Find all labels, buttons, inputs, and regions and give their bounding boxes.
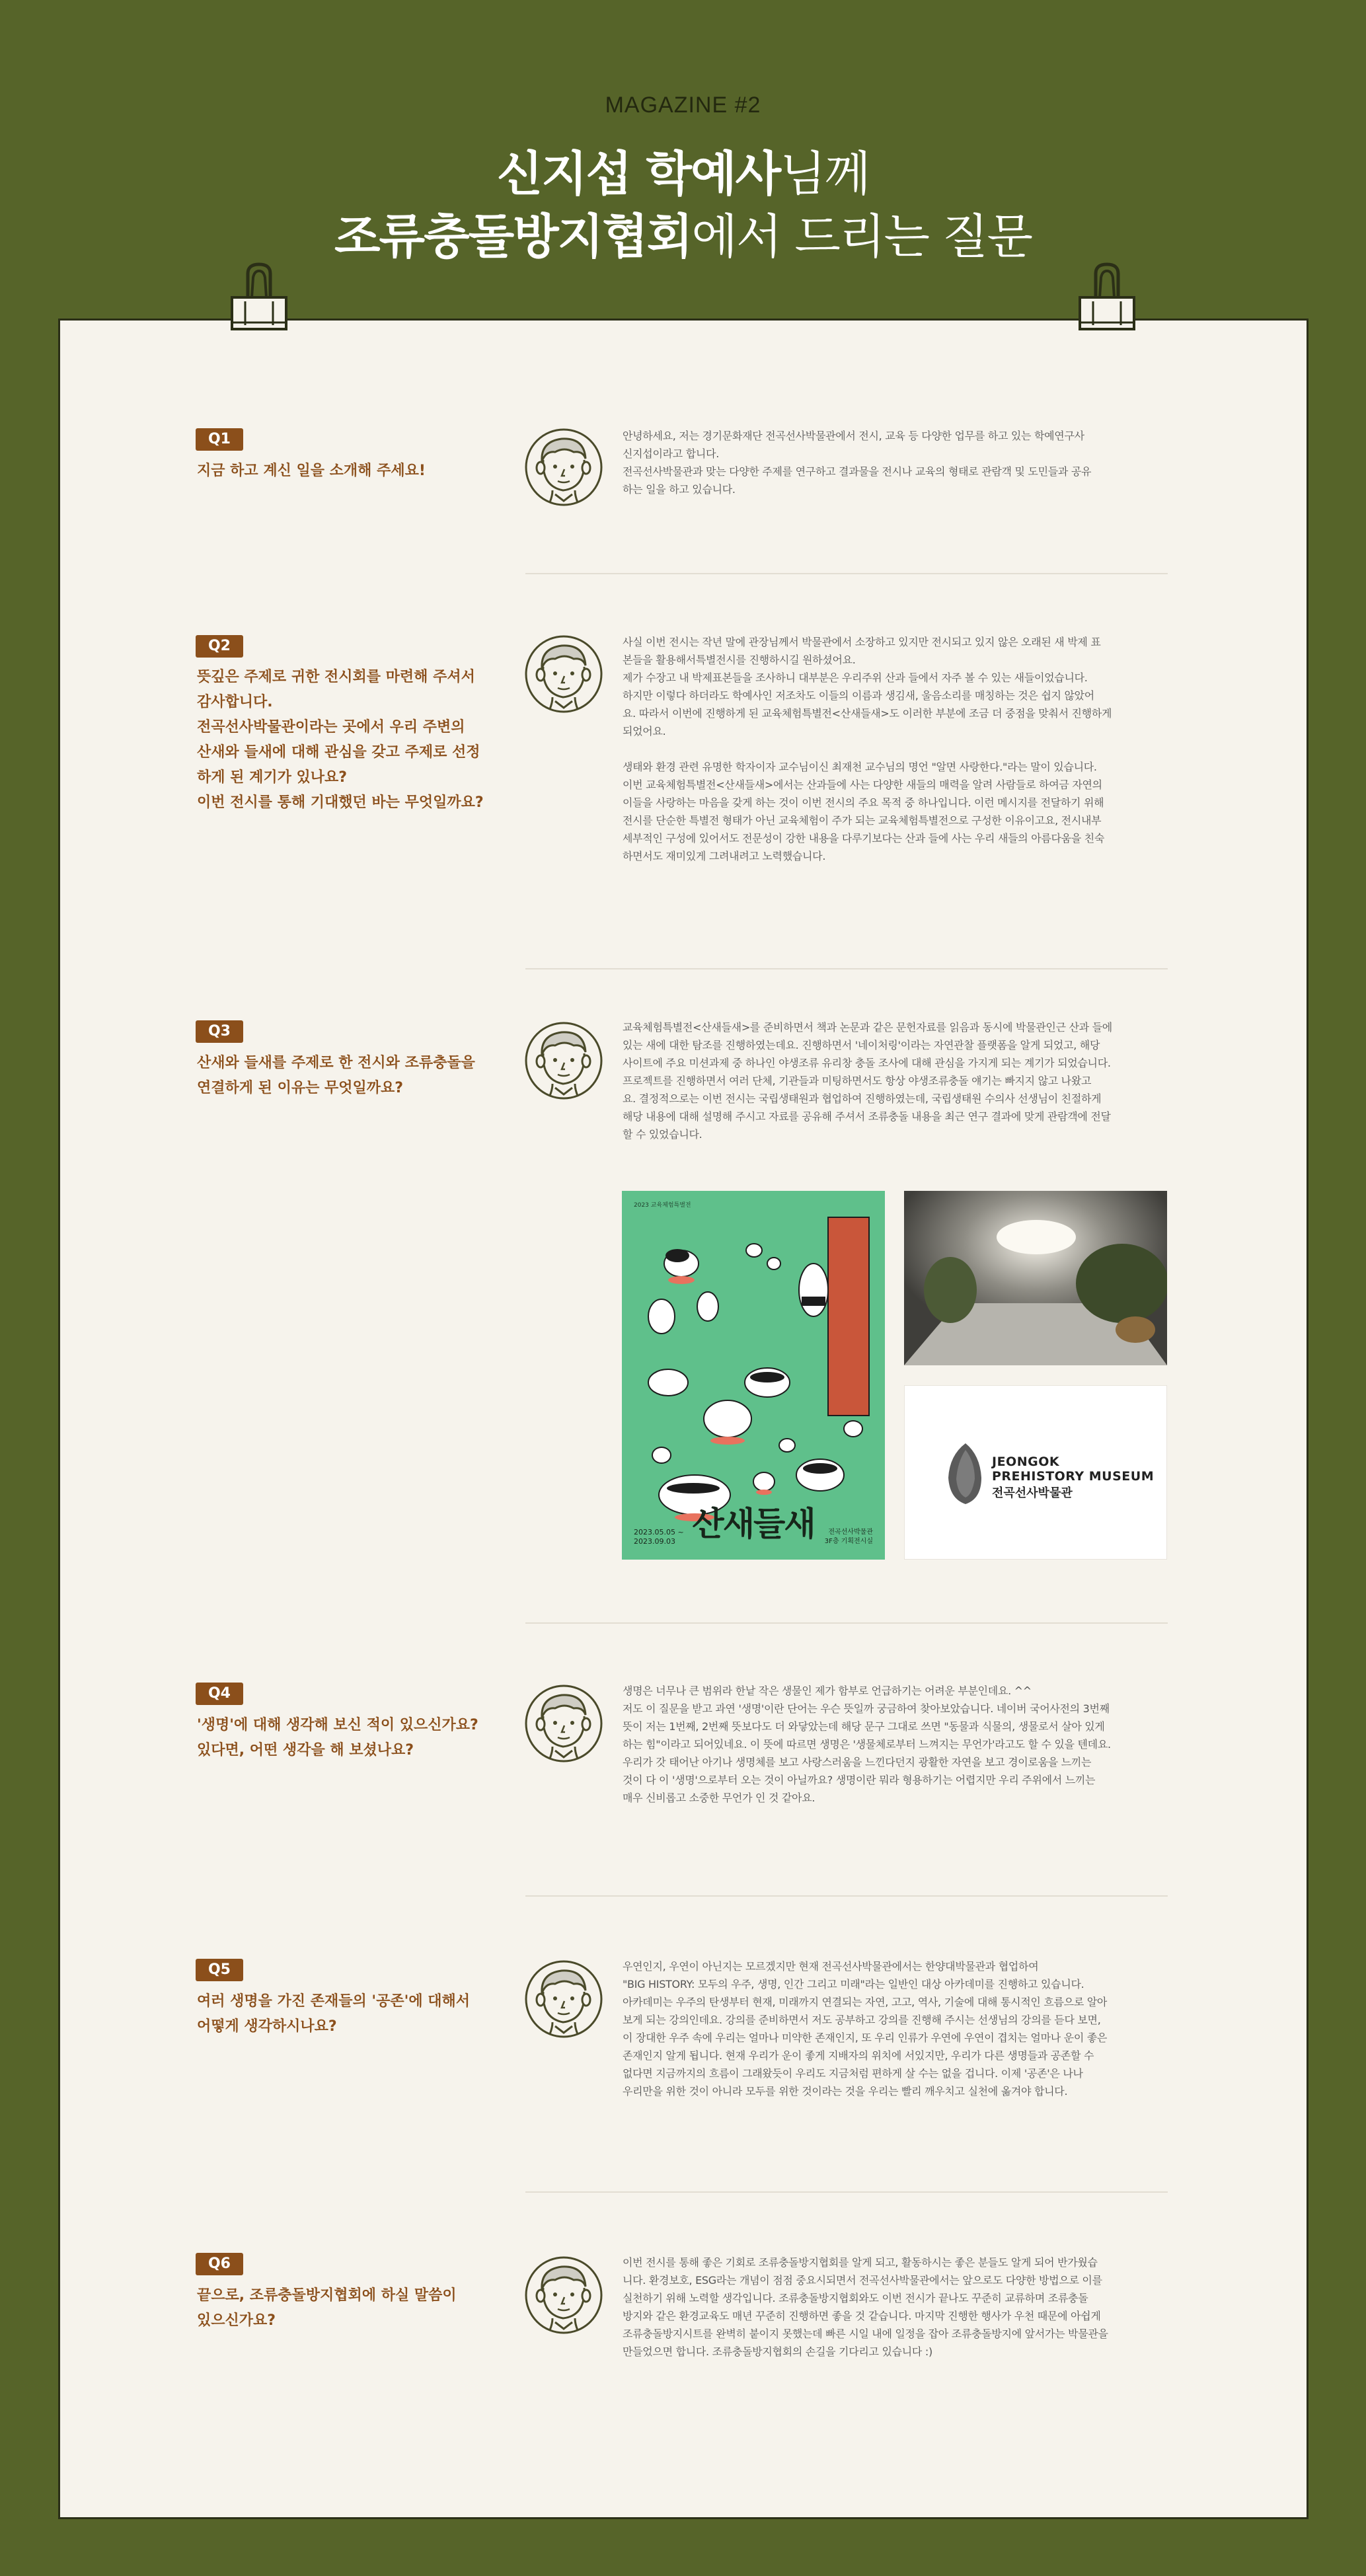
question-badge-q6: Q6 [196, 2253, 243, 2275]
title-interviewee: 신지섭 학예사 [496, 146, 780, 202]
section-divider [525, 573, 1168, 574]
answer-q1: 안녕하세요, 저는 경기문화재단 전곡선사박물관에서 전시, 교육 등 다양한 업무를 하고 있는 학예연구사 신지섭이라고 합니다. 전곡선사박물관과 맞는 다양한 주제를 연구하고 결과물을 전시나 교육의 형태로 관람객 및 도민들과 공유 하는 일을 하고 있습니다. [623, 430, 1092, 496]
title-organization: 조류충돌방지협회 [334, 209, 692, 264]
museum-logo-text [992, 1455, 1154, 1502]
question-q6: 끝으로, 조류충돌방지협회에 하실 말씀이 있으신가요? [197, 2287, 457, 2329]
title-suffix-1: 님께 [780, 146, 870, 202]
question-q4: '생명'에 대해 생각해 보신 적이 있으신가요? 있다면, 어떤 생각을 해 보셨나요? [197, 1717, 478, 1759]
interviewee-avatar-icon [523, 634, 604, 714]
exhibition-hall-photo [904, 1191, 1167, 1365]
title-line-2 [0, 198, 1366, 267]
section-divider [525, 1895, 1168, 1897]
binder-clip-icon [228, 259, 290, 335]
interviewee-avatar-icon [523, 1020, 604, 1101]
interviewee-avatar-icon [523, 427, 604, 508]
exhibition-poster [622, 1191, 885, 1560]
question-q1: 지금 하고 계신 일을 소개해 주세요! [197, 463, 426, 479]
answer-q3: 교육체험특별전<산새들새>를 준비하면서 책과 논문과 같은 문헌자료를 읽음과 동시에 박물관인근 산과 들에 있는 새에 대한 탐조를 진행하였는데요. 진행하면서 '네이처링'이라는 자연관찰 플랫폼을 알게 되었고, 해당 사이트에 주요 미션과제 중 하나인 야생조류 유리창 충돌 조사에 대해 관심을 가지게 되는 계기가 되었습니다. 프로젝트를 진행하면서 여러 단체, 기관들과 미팅하면서도 항상 야생조류충돌 얘기는 빠지지 않고 나왔고 요. 결정적으로는 이번 전시는 국립생태원과 협업하여 진행하였는데, 국립생태원 수의사 선생님이 친절하게 해당 내용에 대해 설명해 주시고 자료를 공유해 주셔서 조류충돌 내용을 최근 연구 결과에 맞게 관람객에 전달 할 수 있었습니다. [623, 1021, 1112, 1141]
interviewee-avatar-icon [523, 1959, 604, 2039]
interviewee-avatar-icon [523, 2255, 604, 2335]
answer-q2: 사실 이번 전시는 작년 말에 관장님께서 박물관에서 소장하고 있지만 전시되고 있지 않은 오래된 새 박제 표 본들을 활용해서특별전시를 진행하시길 원하셨어요. 제가 수장고 내 박제표본들을 조사하니 대부분은 우리주위 산과 들에서 자주 볼 수 있는 새들이었습니다. 하지만 이렇다 하더라도 학예사인 저조차도 이들의 이름과 생김새, 울음소리를 매칭하는 것은 쉽지 않았어 요. 따라서 이번에 진행하게 된 교육체험특별전<산새들새>도 이러한 부분에 조금 더 중점을 맞춰서 진행하게 되었어요. 생태와 환경 관련 유명한 학자이자 교수님이신 최재천 교수님의 명언 "알면 사랑한다."라는 말이 있습니다. 이번 교육체험특별전<산새들새>에서는 산과들에 사는 다양한 새들의 매력을 알려 사람들로 하여금 자연의 이들을 사랑하는 마음을 갖게 하는 것이 이번 전시의 주요 목적 중 하나입니다. 이런 메시지를 전달하기 위해 전시를 단순한 특별전 형태가 아닌 교육체험이 주가 되는 교육체험특별전으로 구성한 이유이고요, 전시내부 세부적인 구성에 있어서도 전문성이 강한 내용을 다루기보다는 산과 들에 사는 우리 새들의 아름다움을 친숙 하면서도 재미있게 그려내려고 노력했습니다. [623, 636, 1112, 862]
question-badge-q3: Q3 [196, 1020, 243, 1043]
page-header [0, 0, 1366, 317]
question-q5: 여러 생명을 가진 존재들의 '공존'에 대해서 어떻게 생각하시나요? [197, 1993, 471, 2035]
museum-name-en: JEONGOK PREHISTORY MUSEUM [992, 1455, 1155, 1484]
section-divider [525, 1622, 1168, 1624]
museum-name-kr: 전곡선사박물관 [992, 1486, 1073, 1500]
poster-title: 산새들새 [692, 1505, 815, 1543]
question-badge-q2: Q2 [196, 635, 243, 658]
poster-organizer: 전곡선사박물관 3F층 기획전시실 [824, 1529, 873, 1545]
answer-q6: 이번 전시를 통해 좋은 기회로 조류충돌방지협회를 알게 되고, 활동하시는 좋은 분들도 알게 되어 반가웠습 니다. 환경보호, ESG라는 개념이 점점 중요시되면서 전곡선사박물관에서는 앞으로도 다양한 방법으로 이를 실천하기 위해 노력할 생각입니다. 조류충돌방지협회와도 이번 전시가 끝나도 꾸준히 교류하며 조류충돌 방지와 같은 환경교육도 매년 꾸준히 진행하면 좋을 것 같습니다. 마지막 진행한 행사가 우천 때문에 아쉽게 조류충돌방지시트를 완벽히 붙이지 못했는데 빠른 시일 내에 일정을 잡아 조류충돌방지에 앞서가는 박물관을 만들었으면 합니다. 조류충돌방지협회의 손길을 기다리고 있습니다 :) [623, 2256, 1108, 2358]
answer-q4: 생명은 너무나 큰 범위라 한낱 작은 생물인 제가 함부로 언급하기는 어려운 부분인데요. ^^ 저도 이 질문을 받고 과연 '생명'이란 단어는 우슨 뜻일까 궁금하여 찾아보았습니다. 네이버 국어사전의 3번째 뜻이 저는 1번째, 2번째 뜻보다도 더 와닿았는데 해당 문구 그대로 쓰면 "동물과 식물의, 생물로서 살아 있게 하는 힘"이라고 되어있네요. 이 뜻에 따르면 생명은 '생물체로부터 느껴지는 무언가'라고도 할 수 있을 텐데요. 우리가 갓 태어난 아기나 생명체를 보고 사랑스러움을 느낀다던지 광활한 자연을 보고 경이로움을 느끼는 것이 다 이 '생명'으로부터 오는 것이 아닐까요? 생명이란 뭐라 형용하기는 어렵지만 우리 주위에서 느끼는 매우 신비롭고 소중한 무언가 인 것 같아요. [623, 1685, 1111, 1804]
binder-clip-icon [1076, 259, 1138, 335]
question-q3: 산새와 들새를 주제로 한 전시와 조류충돌을 연결하게 된 이유는 무엇일까요? [197, 1055, 475, 1096]
section-divider [525, 2191, 1168, 2193]
title-suffix-2: 에서 드리는 질문 [691, 209, 1032, 264]
magazine-label: MAGAZINE #2 [605, 93, 761, 118]
poster-dates: 2023.05.05 ~ 2023.09.03 [634, 1528, 684, 1546]
question-q2: 뜻깊은 주제로 귀한 전시회를 마련해 주셔서 감사합니다. 전곡선사박물관이라는 곳에서 우리 주변의 산새와 들새에 대해 관심을 갖고 주제로 선정 하게 된 계기가 있나요? 이번 전시를 통해 기대했던 바는 무엇일까요? [197, 669, 484, 811]
hand-axe-icon [946, 1442, 984, 1505]
answer-q5: 우연인지, 우연이 아닌지는 모르겠지만 현재 전곡선사박물관에서는 한양대박물관과 협업하여 "BIG HISTORY: 모두의 우주, 생명, 인간 그리고 미래"라는 일반인 대상 아카데미를 진행하고 있습니다. 아카데미는 우주의 탄생부터 현재, 미래까지 연결되는 자연, 고고, 역사, 기술에 대해 통시적인 흐름으로 알아 보게 되는 강의인데요. 강의를 준비하면서 저도 공부하고 강의를 진행해 주시는 선생님의 강의를 듣다 보면, 이 장대한 우주 속에 우리는 얼마나 미약한 존재인지, 또 우리 인류가 우연에 우연이 겹치는 얼마나 운이 좋은 존재인지 알게 됩니다. 현재 우리가 운이 좋게 지배자의 위치에 서있지만, 우리가 다른 생명들과 공존할 수 없다면 지금까지의 흐름이 그래왔듯이 우리도 지금처럼 편하게 살 수는 없을 겁니다. 이제 '공존'은 나나 우리만을 위한 것이 아니라 모두를 위한 것이라는 것을 우리는 빨리 깨우치고 실천에 옮겨야 합니다. [623, 1960, 1108, 2098]
poster-header-text: 2023 교육체험특별전 [634, 1202, 691, 1209]
question-badge-q1: Q1 [196, 428, 243, 451]
museum-logo-card [904, 1385, 1167, 1560]
question-badge-q5: Q5 [196, 1959, 243, 1981]
section-divider [525, 968, 1168, 969]
title-line-1 [0, 135, 1366, 204]
interviewee-avatar-icon [523, 1683, 604, 1764]
question-badge-q4: Q4 [196, 1683, 243, 1705]
